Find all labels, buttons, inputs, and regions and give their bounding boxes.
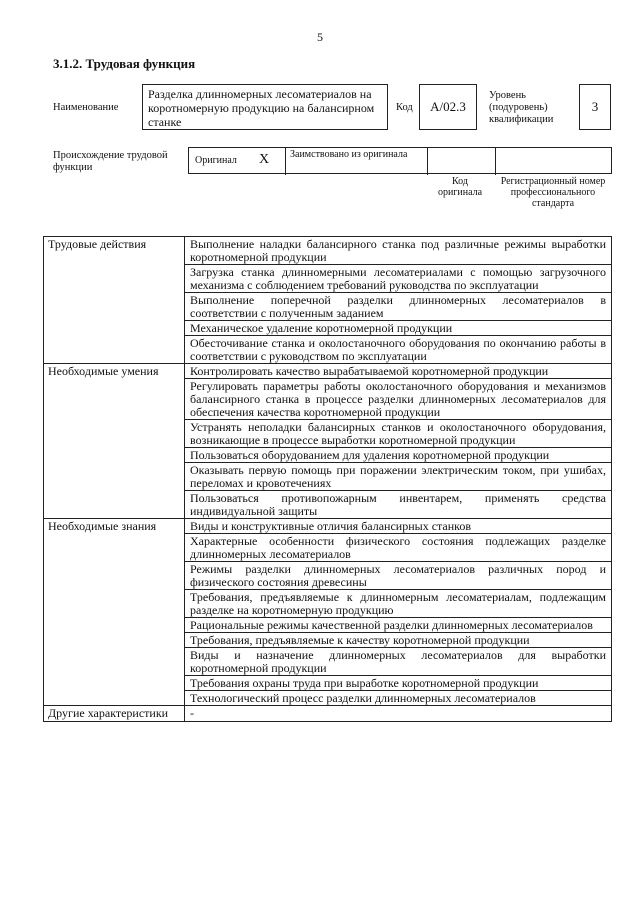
section-title: 3.1.2. Трудовая функция: [53, 56, 196, 71]
competency-table: [43, 236, 612, 722]
row-item: Рациональные режимы качественной разделки длинномерных лесоматериалов: [185, 618, 612, 633]
row-item: Выполнение поперечной разделки длинномерных лесоматериалов в соответствии с полученным заданием: [185, 293, 612, 321]
row-item: -: [185, 706, 612, 722]
row-item: Устранять неполадки балансирных станков и околостаночного оборудования, возникающие в процессе выработки коротномерной продукции: [185, 420, 612, 448]
origin-label: Происхождение трудовой функции: [53, 150, 168, 173]
row-category: Другие характеристики: [44, 706, 185, 722]
origin-row: [188, 147, 612, 174]
original-label: Оригинал: [195, 155, 237, 166]
table-row: [44, 706, 612, 722]
code-label: Код: [396, 102, 413, 113]
row-item: Пользоваться оборудованием для удаления коротномерной продукции: [185, 448, 612, 463]
table-row: [44, 364, 612, 379]
row-item: Виды и назначение длинномерных лесоматериалов для выработки коротномерной продукции: [185, 648, 612, 676]
level-label: Уровень (подуровень) квалификации: [489, 90, 554, 125]
page-number: 5: [317, 30, 323, 44]
reg-number-cell: [495, 148, 613, 175]
row-category: Необходимые умения: [44, 364, 185, 519]
row-item: Технологический процесс разделки длинномерных лесоматериалов: [185, 691, 612, 706]
table-row: [44, 519, 612, 534]
row-item: Виды и конструктивные отличия балансирных станков: [185, 519, 612, 534]
function-code: А/02.3: [419, 84, 477, 130]
row-category: Необходимые знания: [44, 519, 185, 706]
row-item: Требования, предъявляемые к качеству коротномерной продукции: [185, 633, 612, 648]
borrowed-cell: [285, 148, 427, 175]
row-item: Режимы разделки длинномерных лесоматериалов различных пород и физического состояния древесины: [185, 562, 612, 590]
code-original-cell: [427, 148, 495, 175]
row-item: Обесточивание станка и околостаночного оборудования по окончанию работы в соответствии с руководством по эксплуатации: [185, 336, 612, 364]
row-item: Пользоваться противопожарным инвентарем, применять средства индивидуальной защиты: [185, 491, 612, 519]
original-mark: X: [259, 152, 270, 167]
row-item: Требования охраны труда при выработке коротномерной продукции: [185, 676, 612, 691]
row-item: Регулировать параметры работы околостаночного оборудования и механизмов балансирного станка в процессе разделки длинномерных лесоматериалов для обеспечения качества коротномерной продукции: [185, 379, 612, 420]
row-category: Трудовые действия: [44, 237, 185, 364]
row-item: Контролировать качество вырабатываемой коротномерной продукции: [185, 364, 612, 379]
row-item: Выполнение наладки балансирного станка под различные режимы выработки коротномерной продукции: [185, 237, 612, 265]
row-item: Характерные особенности физического состояния подлежащих разделке длинномерных лесоматериалов: [185, 534, 612, 562]
code-original-label: Код оригинала: [437, 176, 483, 198]
function-name: Разделка длинномерных лесоматериалов на коротномерную продукцию на балансирном станке: [142, 84, 388, 130]
row-item: Механическое удаление коротномерной продукции: [185, 321, 612, 336]
row-item: Загрузка станка длинномерными лесоматериалами с помощью загрузочного механизма с соблюдением требований руководства по эксплуатации: [185, 265, 612, 293]
row-item: Требования, предъявляемые к длинномерным лесоматериалам, подлежащим разделке на коротномерную продукцию: [185, 590, 612, 618]
row-item: Оказывать первую помощь при поражении электрическим током, при ушибах, переломах и кровотечениях: [185, 463, 612, 491]
name-label: Наименование: [53, 102, 119, 113]
table-row: [44, 237, 612, 265]
qualification-level: 3: [579, 84, 611, 130]
reg-number-label: Регистрационный номер профессионального стандарта: [500, 176, 606, 209]
borrowed-label: Заимствовано из оригинала: [290, 149, 408, 160]
